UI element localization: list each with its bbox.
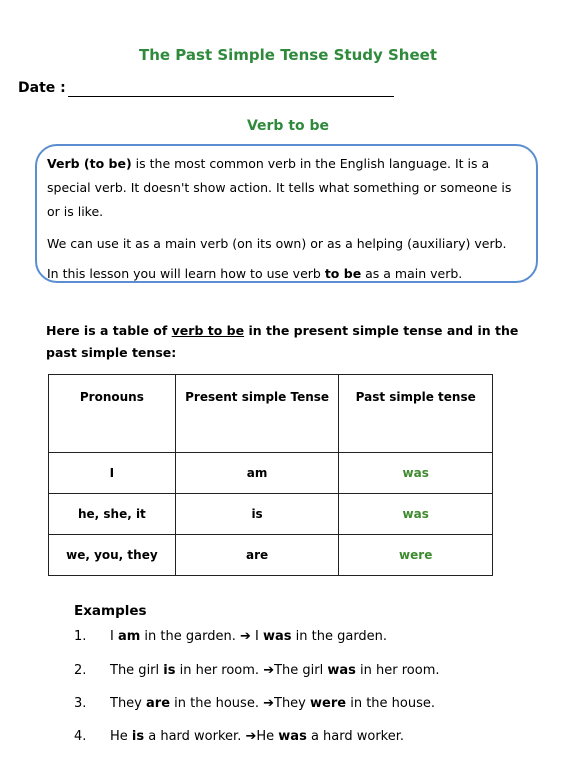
example-verb-past: was (278, 729, 307, 744)
verb-table (48, 374, 493, 576)
present-cell: am (175, 453, 339, 494)
table-intro-underlined: verb to be (171, 323, 245, 338)
pronoun-cell: I (49, 453, 176, 494)
table-intro-post: in the present simple tense and in the past simple tense: (46, 323, 519, 360)
example-text: I (250, 629, 263, 644)
example-verb-past: were (310, 696, 347, 711)
intro-box (35, 144, 538, 283)
example-verb-present: is (163, 663, 176, 678)
example-number: 2. (74, 663, 87, 678)
past-cell: was (339, 494, 493, 535)
header-present: Present simple Tense (175, 375, 339, 453)
example-text: I (110, 629, 118, 644)
example-text: in her room. (175, 663, 264, 678)
arrow-right-icon: ➔ (263, 696, 274, 711)
pronoun-cell: we, you, they (49, 535, 176, 576)
intro-text-3a: In this lesson you will learn how to use verb (47, 266, 325, 281)
intro-paragraph-2: We can use it as a main verb (on its own) or as a helping (auxiliary) verb. (47, 236, 507, 251)
example-text: The girl (110, 663, 164, 678)
present-cell: are (175, 535, 339, 576)
example-number: 1. (74, 629, 87, 644)
examples-heading: Examples (74, 603, 147, 619)
example-text: in the garden. (291, 629, 388, 644)
example-item (74, 696, 435, 711)
section-subtitle: Verb to be (246, 118, 330, 134)
example-number: 3. (74, 696, 87, 711)
example-text: They (274, 696, 311, 711)
table-row (49, 453, 493, 494)
arrow-right-icon: ➔ (239, 629, 251, 644)
date-blank-line[interactable] (68, 96, 394, 97)
present-cell: is (175, 494, 339, 535)
example-text: a hard worker. (144, 729, 246, 744)
arrow-right-icon: ➔ (245, 729, 257, 744)
intro-paragraph-1 (47, 152, 526, 224)
intro-text-3-bold: to be (324, 266, 362, 281)
table-intro-pre: Here is a table of (46, 323, 172, 338)
table-row (49, 494, 493, 535)
example-verb-present: am (117, 629, 141, 644)
example-number: 4. (74, 729, 87, 744)
table-intro (46, 320, 536, 364)
table-header-row (49, 375, 493, 453)
example-text: He (110, 729, 132, 744)
example-text: They (110, 696, 147, 711)
example-item (74, 729, 404, 744)
example-verb-present: are (146, 696, 171, 711)
example-text: He (256, 729, 279, 744)
example-text: in her room. (355, 663, 440, 678)
pronoun-cell: he, she, it (49, 494, 176, 535)
example-text: in the garden. (140, 629, 240, 644)
example-item (74, 663, 440, 678)
example-text: The girl (274, 663, 328, 678)
past-cell: was (339, 453, 493, 494)
date-label: Date : (18, 80, 66, 96)
example-verb-past: was (262, 629, 292, 644)
intro-paragraph-3 (47, 262, 526, 286)
intro-text-3b: as a main verb. (361, 266, 463, 281)
intro-text-1: is the most common verb in the English language. It is a special verb. It doesn't show action. It tells what something or someone is or is like. (47, 156, 512, 219)
intro-term: Verb (to be) (47, 156, 132, 171)
example-item (74, 629, 387, 644)
table-row (49, 535, 493, 576)
example-verb-past: was (327, 663, 356, 678)
arrow-right-icon: ➔ (263, 663, 275, 678)
past-cell: were (339, 535, 493, 576)
header-pronouns: Pronouns (49, 375, 176, 453)
page-title: The Past Simple Tense Study Sheet (139, 46, 437, 64)
header-past: Past simple tense (339, 375, 493, 453)
example-text: in the house. (346, 696, 435, 711)
example-verb-present: is (131, 729, 145, 744)
example-text: in the house. (170, 696, 264, 711)
example-text: a hard worker. (306, 729, 405, 744)
